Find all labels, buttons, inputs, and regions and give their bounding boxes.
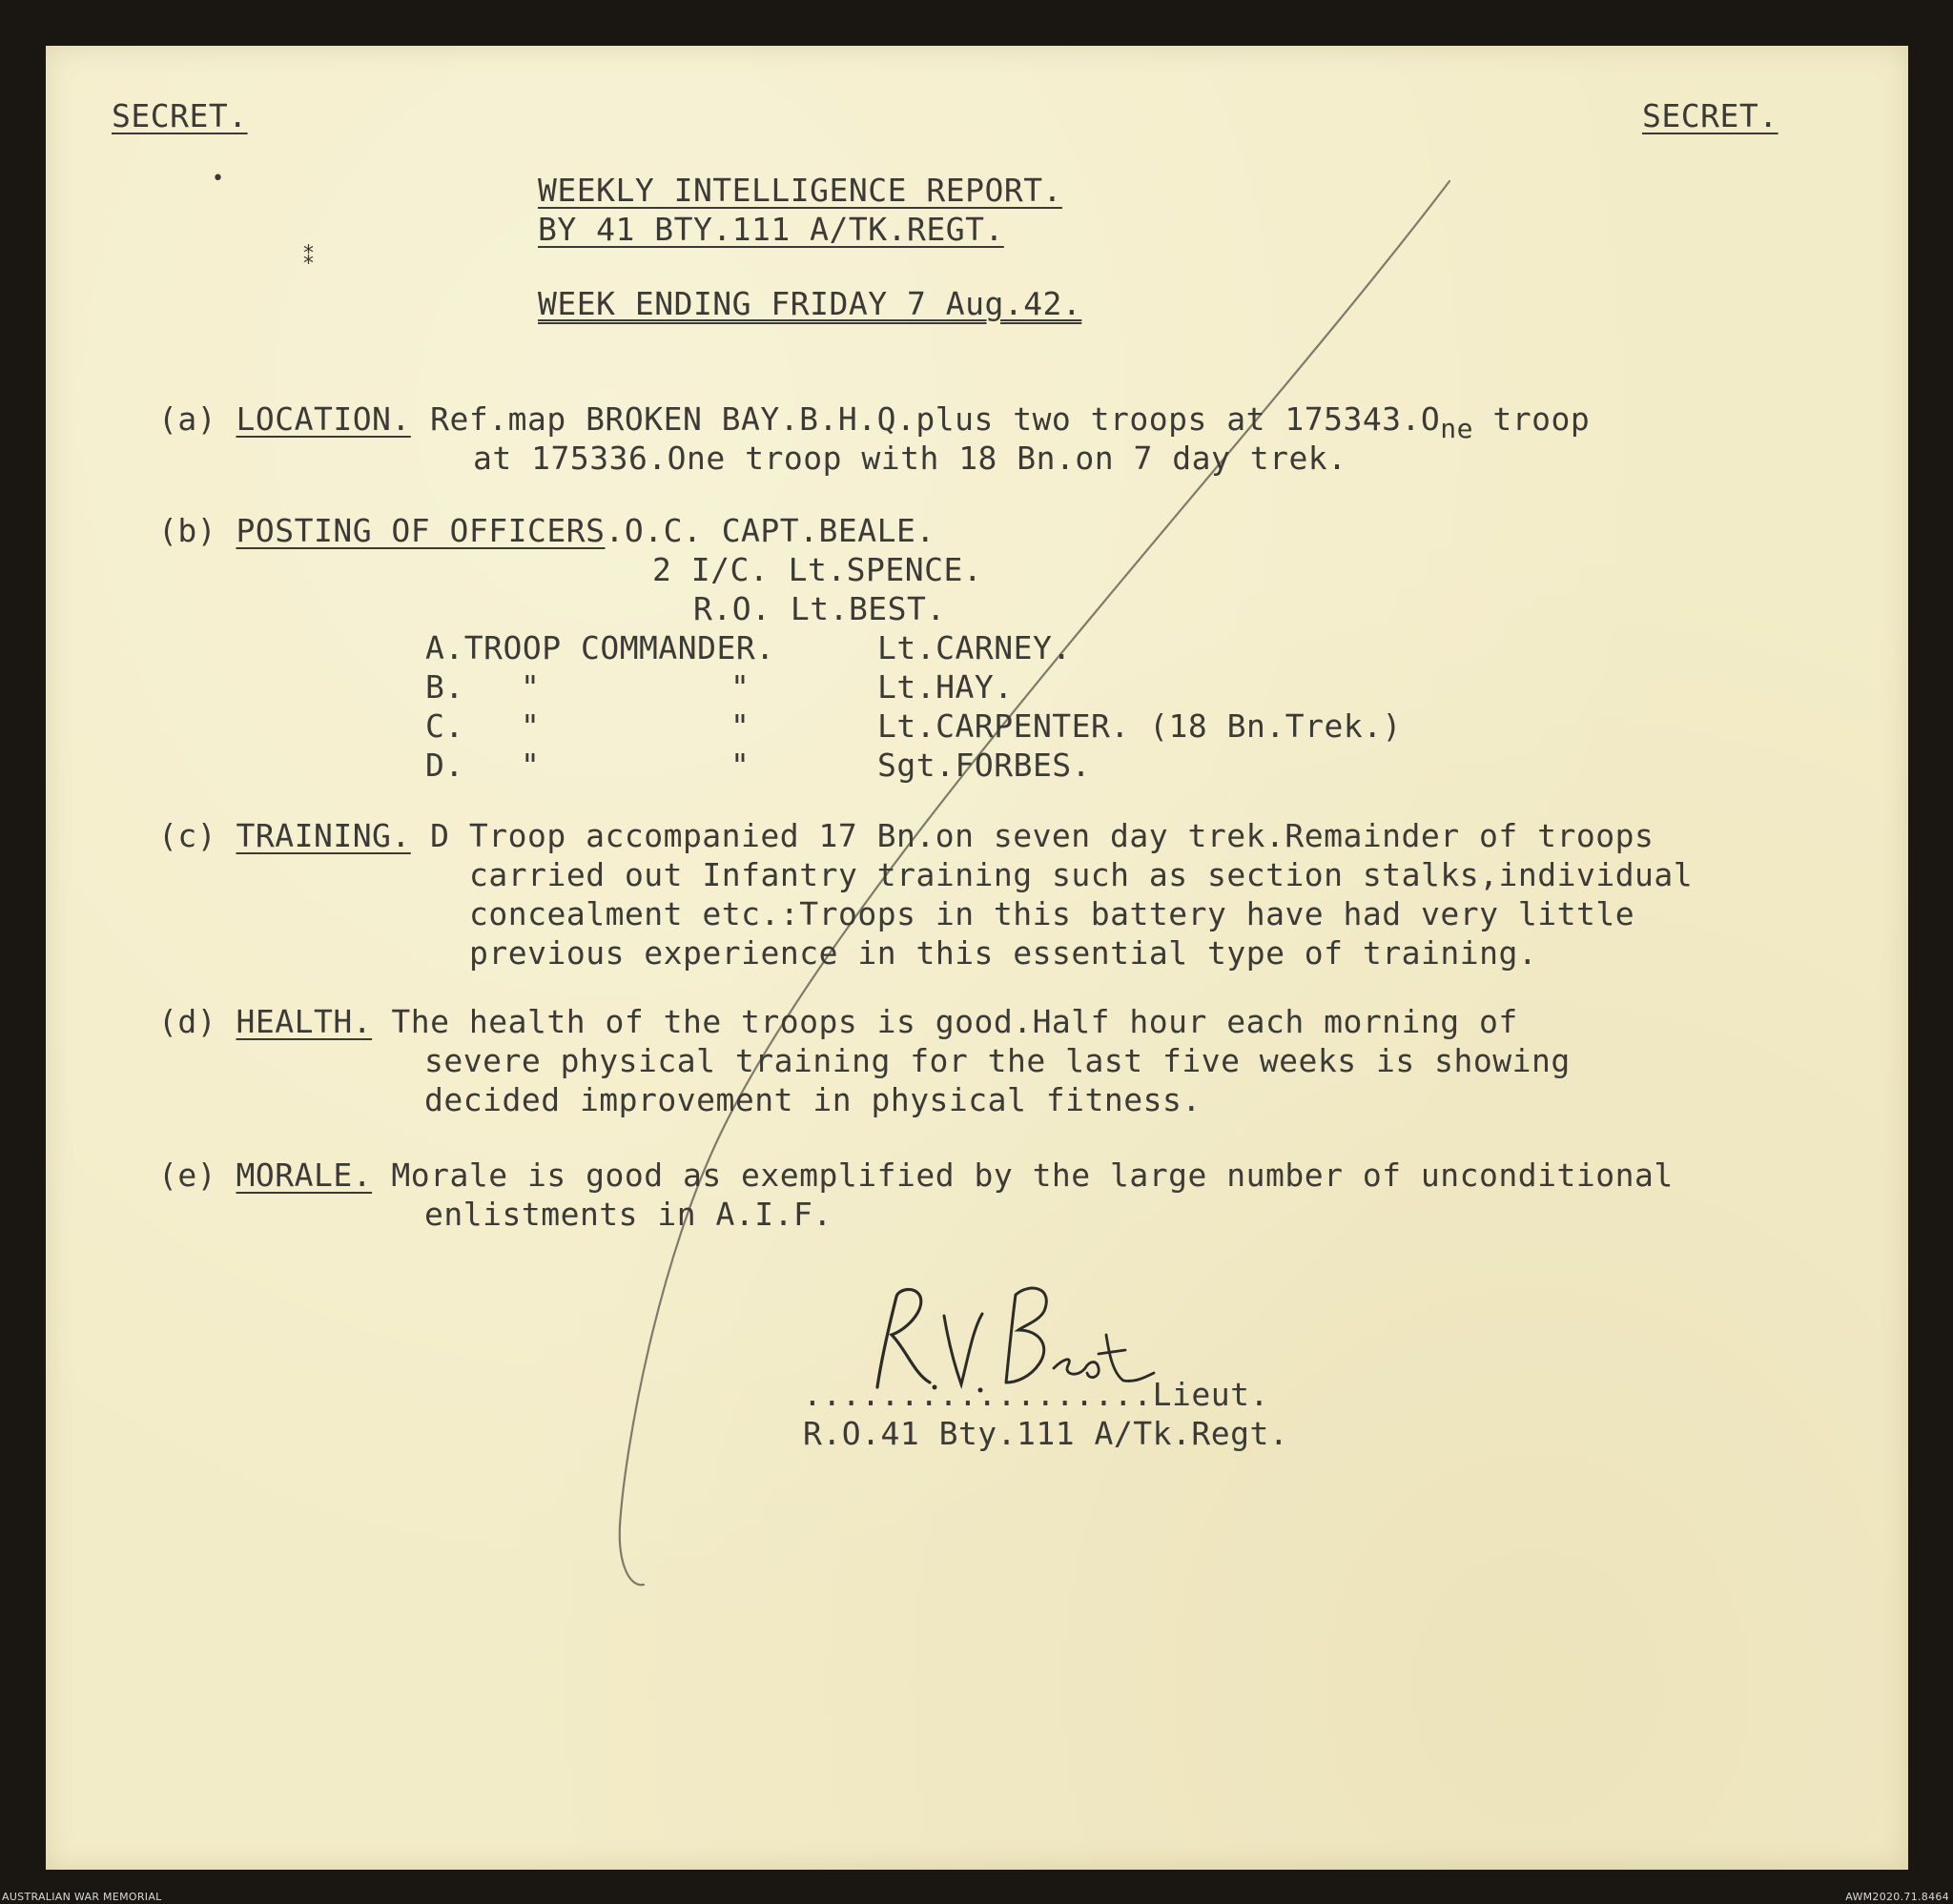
section-d-line2: severe physical training for the last five weeks is showing <box>424 1042 1571 1079</box>
signature-unit: R.O.41 Bty.111 A/Tk.Regt. <box>803 1415 1289 1452</box>
section-e-heading: MORALE. <box>236 1157 373 1194</box>
section-a-subscript: ne <box>1440 413 1474 444</box>
secret-stamp-left: SECRET. <box>112 97 248 134</box>
section-a-heading: LOCATION. <box>236 400 411 438</box>
section-b-oc: .O.C. CAPT.BEALE. <box>605 512 935 549</box>
section-d-heading: HEALTH. <box>236 1003 373 1040</box>
section-d-marker: (d) <box>158 1003 217 1040</box>
section-c-text: D Troop accompanied 17 Bn.on seven day trek.Remainder of troops <box>410 817 1655 854</box>
troop-label: A. <box>425 629 464 666</box>
week-ending: WEEK ENDING FRIDAY 7 Aug.42. <box>538 285 1082 322</box>
signature-line: ..................Lieut. <box>803 1376 1269 1413</box>
section-d-line3: decided improvement in physical fitness. <box>424 1081 1202 1118</box>
section-c-heading: TRAINING. <box>236 817 411 854</box>
troop-officer-d: Sgt.FORBES. <box>877 747 1092 784</box>
section-e-marker: (e) <box>158 1157 217 1194</box>
section-d-line1 <box>158 1002 1518 1041</box>
report-title: WEEKLY INTELLIGENCE REPORT. <box>538 172 1062 209</box>
troop-row-b: B. <box>425 668 464 706</box>
ink-mark: • <box>212 167 224 191</box>
section-d-text: The health of the troops is good.Half hour each morning of <box>372 1003 1518 1040</box>
troop-officer-c: Lt.CARPENTER. (18 Bn.Trek.) <box>877 707 1402 745</box>
section-a-text-end: troop <box>1473 400 1591 438</box>
footer-strip <box>0 1893 1953 1904</box>
troop-role: TROOP COMMANDER. <box>463 629 775 666</box>
section-a-text: Ref.map BROKEN BAY.B.H.Q.plus two troops at 175343.O <box>410 400 1441 438</box>
troop-row-c: C. <box>425 707 464 745</box>
troop-ditto-b: " <box>521 668 541 706</box>
secret-stamp-right: SECRET. <box>1642 97 1778 134</box>
section-b-marker: (b) <box>158 512 217 549</box>
troop-row-d: D. <box>425 747 464 784</box>
section-a-marker: (a) <box>158 400 217 438</box>
report-subtitle: BY 41 BTY.111 A/TK.REGT. <box>538 211 1004 248</box>
section-c-marker: (c) <box>158 817 217 854</box>
section-e-text: Morale is good as exemplified by the large number of unconditional <box>372 1157 1674 1194</box>
section-e-line1 <box>158 1156 1674 1195</box>
troop-ditto-d2: " <box>730 747 750 784</box>
section-b-2ic: 2 I/C. Lt.SPENCE. <box>652 551 983 588</box>
section-e-line2: enlistments in A.I.F. <box>424 1196 833 1233</box>
footer-accession: AWM2020.71.8464 <box>1845 1891 1949 1903</box>
section-a-line2: at 175336.One troop with 18 Bn.on 7 day trek. <box>473 440 1347 477</box>
section-c-line4: previous experience in this essential type of training. <box>469 934 1538 972</box>
footer-credit: AUSTRALIAN WAR MEMORIAL <box>2 1891 162 1903</box>
section-c-line3: concealment etc.:Troops in this battery have had very little <box>469 895 1635 932</box>
troop-ditto-b2: " <box>730 668 750 706</box>
section-c-line1 <box>158 816 1654 855</box>
troop-officer-b: Lt.HAY. <box>877 668 1014 706</box>
troop-ditto-d: " <box>521 747 541 784</box>
section-c-line2: carried out Infantry training such as section stalks,individual <box>469 856 1694 893</box>
troop-row-a <box>425 628 775 667</box>
troop-ditto-c2: " <box>730 707 750 745</box>
ink-mark: ⁑ <box>303 246 314 270</box>
section-b-heading: POSTING OF OFFICERS <box>236 512 606 549</box>
section-b-line1 <box>158 511 935 550</box>
troop-ditto-c: " <box>521 707 541 745</box>
section-b-ro: R.O. Lt.BEST. <box>693 590 946 627</box>
troop-officer-a: Lt.CARNEY. <box>877 629 1072 666</box>
